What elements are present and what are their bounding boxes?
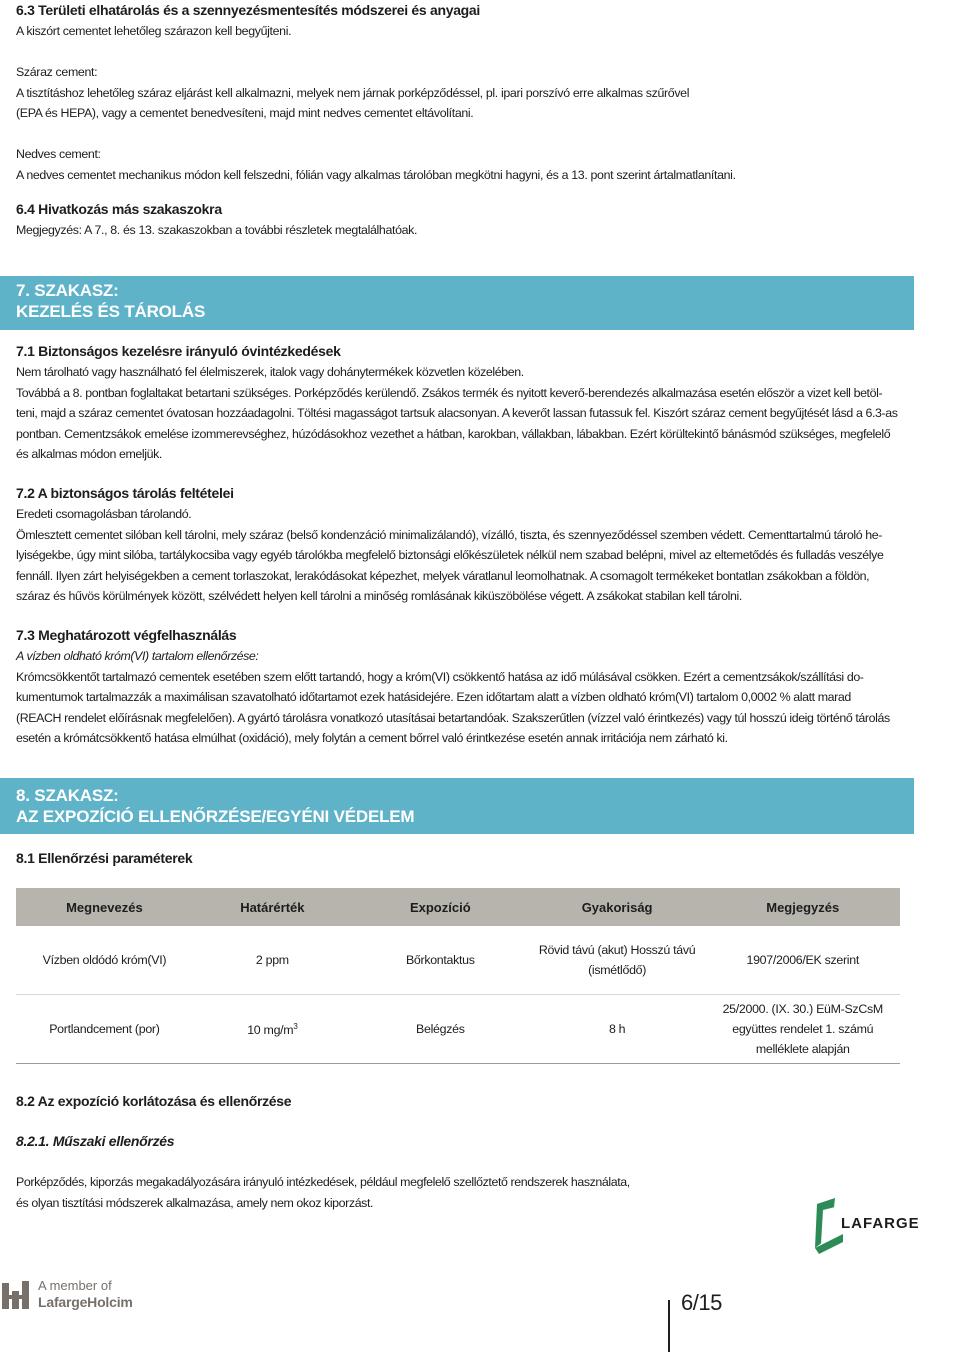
section-6-3 [16,0,914,185]
text-line: kumentumok tartalmazzák a maximálisan szavatolható időtartamot ezek hatásidejére. Ezen időtartam alatt a vízben oldható króm(VI) tartalom 0,0002 % alatt marad [16,690,851,704]
lafargeholcim-mark-icon [0,1279,32,1311]
cell-line: melléklete alapján [755,1042,850,1056]
text-line: és alkalmas módon emeljük. [16,447,162,461]
column-header: Megnevezés [16,888,193,926]
dry-cement-title: Száraz cement: [16,65,98,79]
table-cell: 1907/2006/EK szerint [706,926,901,995]
section-7-3 [16,625,914,749]
text-line: száraz és hűvös körülmények között, szélvédett helyen kell tárolni a minőség romlásának kiküszöbölése végett. A zsákokat stabilan kell tárolni. [16,589,742,603]
table-cell [529,926,706,995]
section-8-banner [0,778,914,834]
heading-7-3: 7.3 Meghatározott végfelhasználás [16,627,237,643]
heading-8-1: 8.1 Ellenőrzési paraméterek [16,850,193,866]
subtitle-chrome-vi: A vízben oldható króm(VI) tartalom ellenőrzése: [16,649,259,663]
table-cell [706,995,901,1064]
section-7-2 [16,483,914,607]
table-row [16,995,900,1064]
text-line: és olyan tisztítási módszerek alkalmazása, amely nem okoz kiporzást. [16,1195,374,1210]
cell-line: együttes rendelet 1. számú [732,1022,874,1036]
section-7-1 [16,341,914,465]
banner-line-1: 8. SZAKASZ: [16,786,119,805]
heading-7-2: 7.2 A biztonságos tárolás feltételei [16,485,234,501]
heading-6-4: 6.4 Hivatkozás más szakaszokra [16,201,222,217]
cell-text: 10 mg/m [247,1023,294,1038]
text-line: A nedves cementet mechanikus módon kell felszedni, fólián vagy alkalmas tárolóban megkötni hagyni, és a 13. pont szerint ártalmatlanítani. [16,167,736,182]
text-line: esetén a krómátcsökkentő hatása elmúlhat (oxidáció), mely folytán a cement bőrrel való érintkezése esetén annak irritációja nem zárható ki. [16,731,728,745]
text-line: (REACH rendelet előírásnak megfelelően). A gyártó tárolásra vonatkozó utasításai betartandóak. Szakszerűtlen (vízzel való érintkezés) vagy túl hosszú ideig történő tárolás [16,710,890,725]
table-cell: Portlandcement (por) [16,995,193,1064]
text-line: Megjegyzés: A 7., 8. és 13. szakaszokban a további részletek megtalálhatóak. [16,223,418,237]
text-line: Nem tárolható vagy használható fel élelmiszerek, italok vagy dohánytermékek közvetlen közelében. [16,365,524,379]
heading-8-2: 8.2 Az expozíció korlátozása és ellenőrzése [16,1093,292,1109]
text-line: lyiségekbe, úgy mint silóba, tartálykocsiba vagy egyéb tárolókba megfelelő biztonsági előkészületek nélkül nem szabad belépni, mivel az eltemetődés és fulladás veszélye [16,548,884,562]
section-7-banner [0,276,914,330]
member-line-1: A member of [38,1278,112,1293]
table-cell: 8 h [529,995,706,1064]
column-header: Határérték [193,888,352,926]
table-header-row [16,888,900,926]
section-8-2 [16,1091,914,1213]
heading-8-2-1: 8.2.1. Műszaki ellenőrzés [16,1133,175,1149]
table-cell: 2 ppm [193,926,352,995]
lafarge-wordmark: LAFARGE [841,1215,920,1232]
banner-line-2: KEZELÉS ÉS TÁROLÁS [16,302,206,321]
text-line: teni, majd a száraz cementet óvatosan hozzáadagolni. Töltési magasságot tartsuk alacsonyan. A keverőt lassan futassuk fel. Kiszórt száraz cement begyűjtését lásd a 6.3-as [16,406,898,420]
banner-line-2: AZ EXPOZÍCIÓ ELLENŐRZÉSE/EGYÉNI VÉDELEM [16,807,415,826]
banner-line-1: 7. SZAKASZ: [16,281,119,300]
text-line: fennáll. Ilyen zárt helyiségekben a cement torlaszokat, lerakódásokat képezhet, melyek váratlanul leomolhatnak. A csomagolt termékeket bontatlan zsákokban a földön, [16,568,870,583]
section-6-4 [16,199,914,241]
table-cell: Bőrkontaktus [352,926,529,995]
page-number-divider [668,1300,670,1352]
cell-line: (ismétlődő) [588,963,647,977]
text-line: (EPA és HEPA), vagy a cementet benedvesíteni, majd mint nedves cementet eltávolítani. [16,106,474,120]
text-line: A kiszórt cementet lehetőleg szárazon kell begyűjteni. [16,24,292,38]
text-line: A tisztításhoz lehetőleg száraz eljárást kell alkalmazni, melyek nem járnak porképződéssel, pl. ipari porszívó erre alkalmas szűrővel [16,85,690,100]
text-line: pontban. Cementzsákok emelése izommerevséghez, húzódásokhoz vezethet a hátban, karokban, vállakban, lábakban. Ezért körültekintő bánásmód szükséges, megfelelő [16,426,891,441]
cell-line: 25/2000. (IX. 30.) EüM-SzCsM [722,1002,883,1016]
text-line: Krómcsökkentőt tartalmazó cementek esetében szem előtt tartandó, hogy a króm(VI) csökkentő hatása az idő múlásával csökken. Ezért a cementzsákok/szállítási do- [16,669,864,684]
section-8-1 [16,848,914,869]
table-cell: Vízben oldódó króm(VI) [16,926,193,995]
column-header: Expozíció [352,888,529,926]
table-row [16,926,900,995]
table-cell: Belégzés [352,995,529,1064]
table-cell [193,995,352,1064]
text-line: Továbbá a 8. pontban foglaltakat betartani szükséges. Porképződés kerülendő. Zsákos termék és nyitott keverő-berendezés alkalmazása esetén először a vizet kell betöl- [16,385,883,400]
page-number: 6/15 [681,1290,722,1315]
parameters-table [16,888,900,1064]
cell-line: Rövid távú (akut) Hosszú távú [538,943,696,957]
column-header: Megjegyzés [706,888,901,926]
superscript: 3 [293,1022,298,1032]
member-line-2: LafargeHolcim [38,1294,133,1310]
text-line: Porképződés, kiporzás megakadályozására irányuló intézkedések, például megfelelő szellőztető rendszerek használata, [16,1175,630,1189]
wet-cement-title: Nedves cement: [16,147,101,161]
heading-7-1: 7.1 Biztonságos kezelésre irányuló óvintézkedések [16,343,341,359]
lafarge-logo [813,1196,925,1256]
lafargeholcim-member-logo [0,1278,160,1318]
heading-6-3: 6.3 Területi elhatárolás és a szennyezésmentesítés módszerei és anyagai [16,2,481,18]
text-line: Eredeti csomagolásban tárolandó. [16,507,192,521]
text-line: Ömlesztett cementet silóban kell tárolni, mely száraz (belső kondenzáció minimalizálandó), vízálló, tiszta, és szennyeződéssel szemben védett. Cementtartalmú tároló he- [16,527,882,542]
column-header: Gyakoriság [529,888,706,926]
